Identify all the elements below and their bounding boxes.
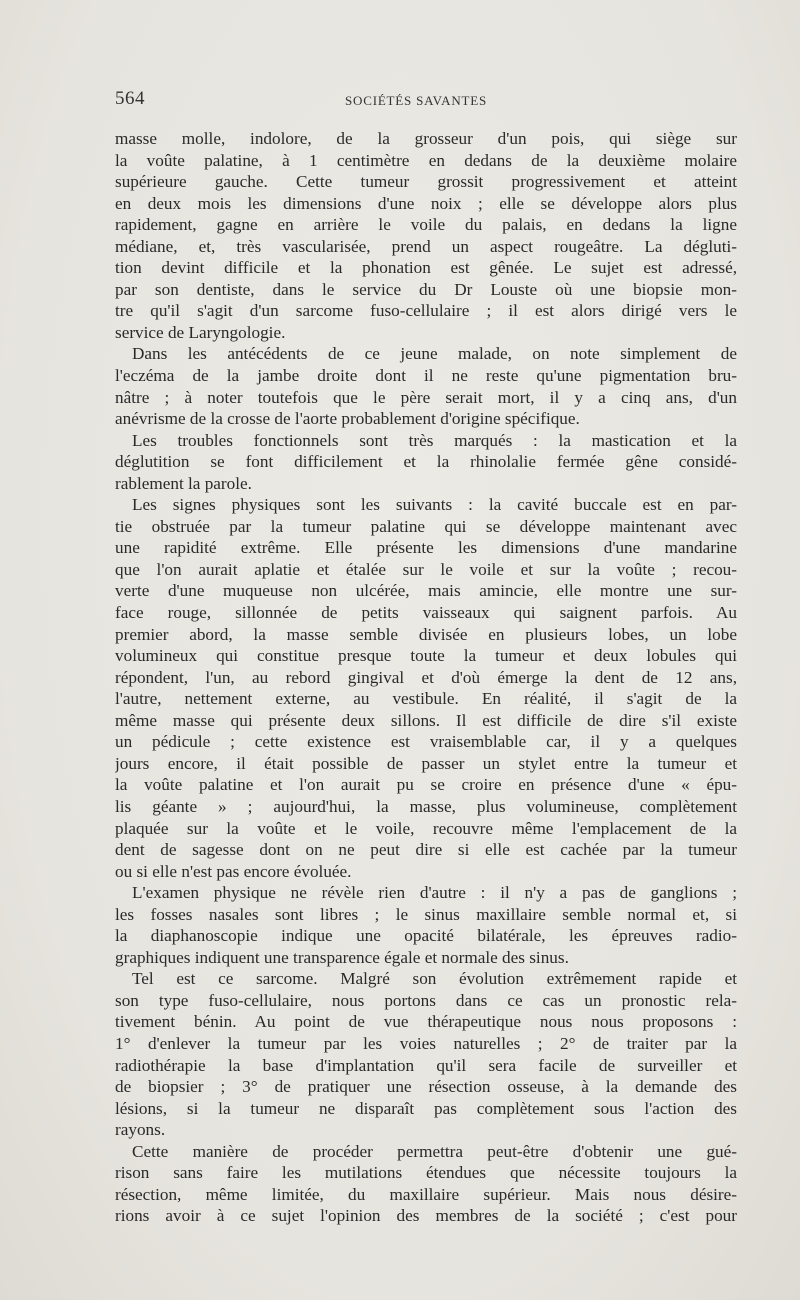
text-line: masse molle, indolore, de la grosseur d'un pois, qui siège sur bbox=[115, 129, 737, 148]
text-line: médiane, et, très vascularisée, prend un aspect rougeâtre. La dégluti- bbox=[115, 236, 737, 256]
text-line: Tel est ce sarcome. Malgré son évolution extrêmement rapide et bbox=[132, 969, 737, 989]
text-line: volumineux qui constitue presque toute la tumeur et deux lobules qui bbox=[115, 646, 737, 666]
text-line: L'examen physique ne révèle rien d'autre : il n'y a pas de ganglions ; bbox=[132, 883, 737, 903]
text-line: un pédicule ; cette existence est vraisemblable car, il y a quelques bbox=[115, 732, 737, 752]
text-line: Cette manière de procéder permettra peut-être d'obtenir une gué- bbox=[132, 1141, 737, 1161]
text-line: Les troubles fonctionnels sont très marqués : la mastication et la bbox=[132, 430, 737, 450]
text-line: les fosses nasales sont libres ; le sinus maxillaire semble normal et, si bbox=[115, 904, 737, 924]
text-line: rions avoir à ce sujet l'opinion des membres de la société ; c'est pour bbox=[115, 1206, 737, 1226]
text-line: tion devint difficile et la phonation est gênée. Le sujet est adressé, bbox=[115, 258, 737, 278]
text-line: résection, même limitée, du maxillaire supérieur. Mais nous désire- bbox=[115, 1184, 737, 1204]
text-line: dent de sagesse dont on ne peut dire si elle est cachée par la tumeur bbox=[115, 840, 737, 860]
text-line: tie obstruée par la tumeur palatine qui se développe maintenant avec bbox=[115, 516, 737, 536]
text-line: Dans les antécédents de ce jeune malade, on note simplement de bbox=[132, 344, 737, 364]
text-line: graphiques indiquent une transparence égale et normale des sinus. bbox=[115, 947, 569, 967]
text-line: supérieure gauche. Cette tumeur grossit progressivement et atteint bbox=[115, 172, 737, 192]
text-line: déglutition se font difficilement et la rhinolalie fermée gêne considé- bbox=[115, 452, 737, 472]
text-line: que l'on aurait aplatie et étalée sur le voile et sur la voûte ; recou- bbox=[115, 559, 737, 579]
text-line: plaquée sur la voûte et le voile, recouvre même l'emplacement de la bbox=[115, 818, 737, 838]
text-line: tivement bénin. Au point de vue thérapeutique nous nous proposons : bbox=[115, 1012, 737, 1032]
text-line: une rapidité extrême. Elle présente les dimensions d'une mandarine bbox=[115, 538, 737, 558]
text-line: rablement la parole. bbox=[115, 473, 252, 493]
text-line: par son dentiste, dans le service du Dr Louste où une biopsie mon- bbox=[115, 279, 737, 299]
text-line: rayons. bbox=[115, 1120, 166, 1140]
text-line: son type fuso-cellulaire, nous portons dans ce cas un pronostic rela- bbox=[115, 990, 737, 1010]
text-line: en deux mois les dimensions d'une noix ; elle se développe alors plus bbox=[115, 193, 737, 213]
text-line: rison sans faire les mutilations étendues que nécessite toujours la bbox=[115, 1163, 737, 1183]
text-line: anévrisme de la crosse de l'aorte probablement d'origine spécifique. bbox=[115, 409, 580, 429]
body-text bbox=[115, 128, 737, 1227]
text-line: verte d'une muqueuse non ulcérée, mais amincie, elle montre une sur- bbox=[115, 581, 737, 601]
text-line: répondent, l'un, au rebord gingival et d'où émerge la dent de 12 ans, bbox=[115, 667, 737, 687]
text-line: la voûte palatine et l'on aurait pu se croire en présence d'une « épu- bbox=[115, 775, 737, 795]
text-line: jours encore, il était possible de passer un stylet entre la tumeur et bbox=[115, 753, 737, 773]
text-line: premier abord, la masse semble divisée en plusieurs lobes, un lobe bbox=[115, 624, 737, 644]
text-line: radiothérapie la base d'implantation qu'il sera facile de surveiller et bbox=[115, 1055, 737, 1075]
text-line: de biopsier ; 3° de pratiquer une résection osseuse, à la demande des bbox=[115, 1077, 737, 1097]
text-line: lésions, si la tumeur ne disparaît pas complètement sous l'action des bbox=[115, 1098, 737, 1118]
text-line: service de Laryngologie. bbox=[115, 322, 286, 342]
text-line: Les signes physiques sont les suivants : la cavité buccale est en par- bbox=[132, 495, 737, 515]
text-line: la diaphanoscopie indique une opacité bilatérale, les épreuves radio- bbox=[115, 926, 737, 946]
running-head: SOCIÉTÉS SAVANTES bbox=[345, 93, 488, 108]
text-line: lis géante » ; aujourd'hui, la masse, plus volumineuse, complètement bbox=[115, 796, 737, 816]
text-line: nâtre ; à noter toutefois que le père serait mort, il y a cinq ans, d'un bbox=[115, 387, 737, 407]
text-line: 1° d'enlever la tumeur par les voies naturelles ; 2° de traiter par la bbox=[115, 1033, 737, 1053]
text-line: l'eczéma de la jambe droite dont il ne reste qu'une pigmentation bru- bbox=[115, 366, 737, 386]
text-line: la voûte palatine, à 1 centimètre en dedans de la deuxième molaire bbox=[115, 150, 737, 170]
text-line: rapidement, gagne en arrière le voile du palais, en dedans la ligne bbox=[115, 215, 737, 235]
page-number: 564 bbox=[115, 88, 145, 109]
page-header bbox=[115, 88, 737, 114]
text-line: ou si elle n'est pas encore évoluée. bbox=[115, 861, 352, 881]
text-line: même masse qui présente deux sillons. Il est difficile de dire s'il existe bbox=[115, 710, 737, 730]
text-line: l'autre, nettement externe, au vestibule. En réalité, il s'agit de la bbox=[115, 689, 737, 709]
text-line: tre qu'il s'agit d'un sarcome fuso-cellulaire ; il est alors dirigé vers le bbox=[115, 301, 737, 321]
text-line: face rouge, sillonnée de petits vaisseaux qui saignent parfois. Au bbox=[115, 603, 737, 623]
